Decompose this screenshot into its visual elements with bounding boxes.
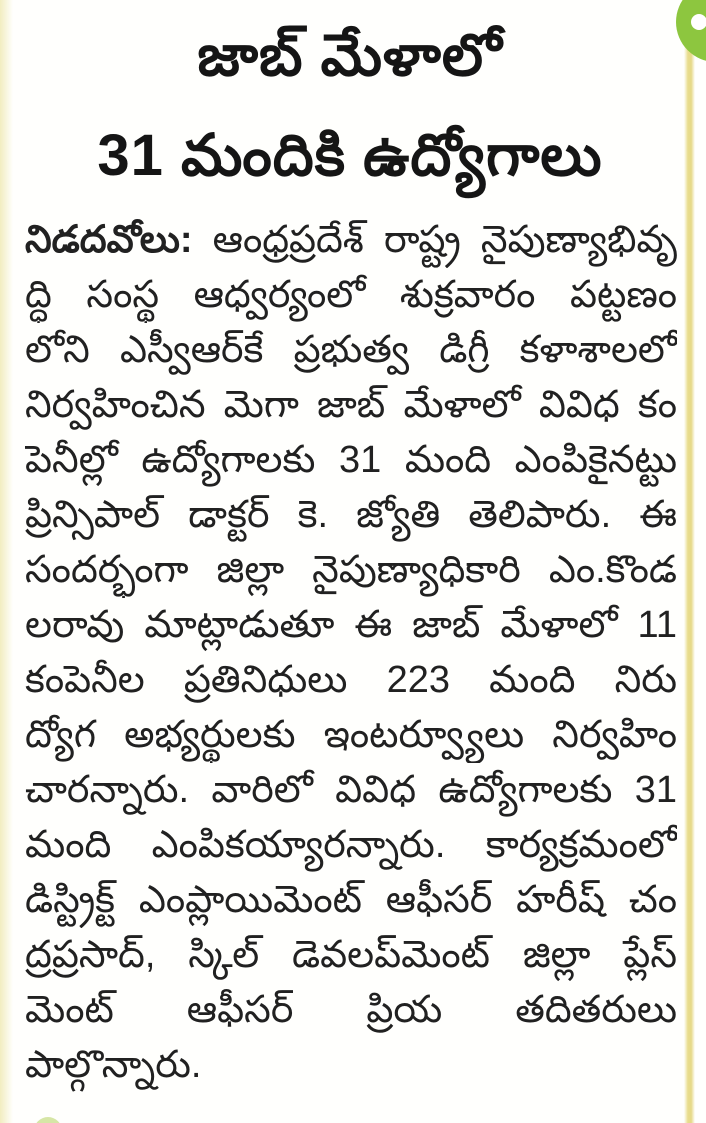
article-line: లరావు మాట్లాడుతూ ఈ జాబ్ మేళాలో 11	[25, 604, 677, 646]
article-line: పాల్గొన్నారు.	[25, 1044, 202, 1086]
article-line: ప్రిన్సిపాల్ డాక్టర్ కె. జ్యోతి తెలిపారు. ఈ	[25, 494, 677, 536]
headline	[18, 6, 682, 206]
article-line: డిస్ట్రిక్ట్ ఎంప్లాయిమెంట్ ఆఫీసర్ హరీష్ చం	[25, 879, 677, 921]
article-line: ద్ధి సంస్థ ఆధ్వర్యంలో శుక్రవారం పట్టణం	[25, 274, 677, 316]
article-line: సందర్భంగా జిల్లా నైపుణ్యాధికారి ఎం.కొండ	[25, 549, 677, 591]
article-line: నిర్వహించిన మెగా జాబ్ మేళాలో వివిధ కం	[25, 384, 677, 426]
article-line: లోని ఎస్వీఆర్‌కే ప్రభుత్వ డిగ్రీ కళాశాలలో	[25, 329, 677, 371]
article-line-text: ఆంధ్రప్రదేశ్ రాష్ట్ర నైపుణ్యాభివృ	[192, 219, 677, 261]
article-line: ద్యోగ అభ్యర్థులకు ఇంటర్వ్యూలు నిర్వహిం	[25, 714, 677, 756]
article-line: మెంట్ ఆఫీసర్ ప్రియ తదితరులు	[25, 989, 677, 1031]
bottom-action-button[interactable]	[34, 1117, 62, 1123]
article-line: కంపెనీల ప్రతినిధులు 223 మంది నిరు	[25, 659, 677, 701]
article-body	[25, 213, 677, 1093]
share-icon	[691, 14, 706, 30]
article-line: ద్రప్రసాద్, స్కిల్ డెవలప్‌మెంట్ జిల్లా ప్లేస్	[25, 934, 677, 976]
article-line: చారన్నారు. వారిలో వివిధ ఉద్యోగాలకు 31	[25, 769, 677, 811]
page-border-right	[684, 0, 695, 1123]
article-line: మంది ఎంపికయ్యారన్నారు. కార్యక్రమంలో	[25, 824, 677, 866]
headline-line-1: జాబ్ మేళాలో	[197, 23, 503, 88]
dateline: నిడదవోలు:	[25, 219, 193, 261]
headline-line-2: 31 మందికి ఉద్యోగాలు	[97, 123, 603, 188]
article-line: పెనీల్లో ఉద్యోగాలకు 31 మంది ఎంపికైనట్టు	[25, 439, 677, 481]
article-line	[25, 213, 677, 268]
page-border-left	[0, 0, 13, 1123]
